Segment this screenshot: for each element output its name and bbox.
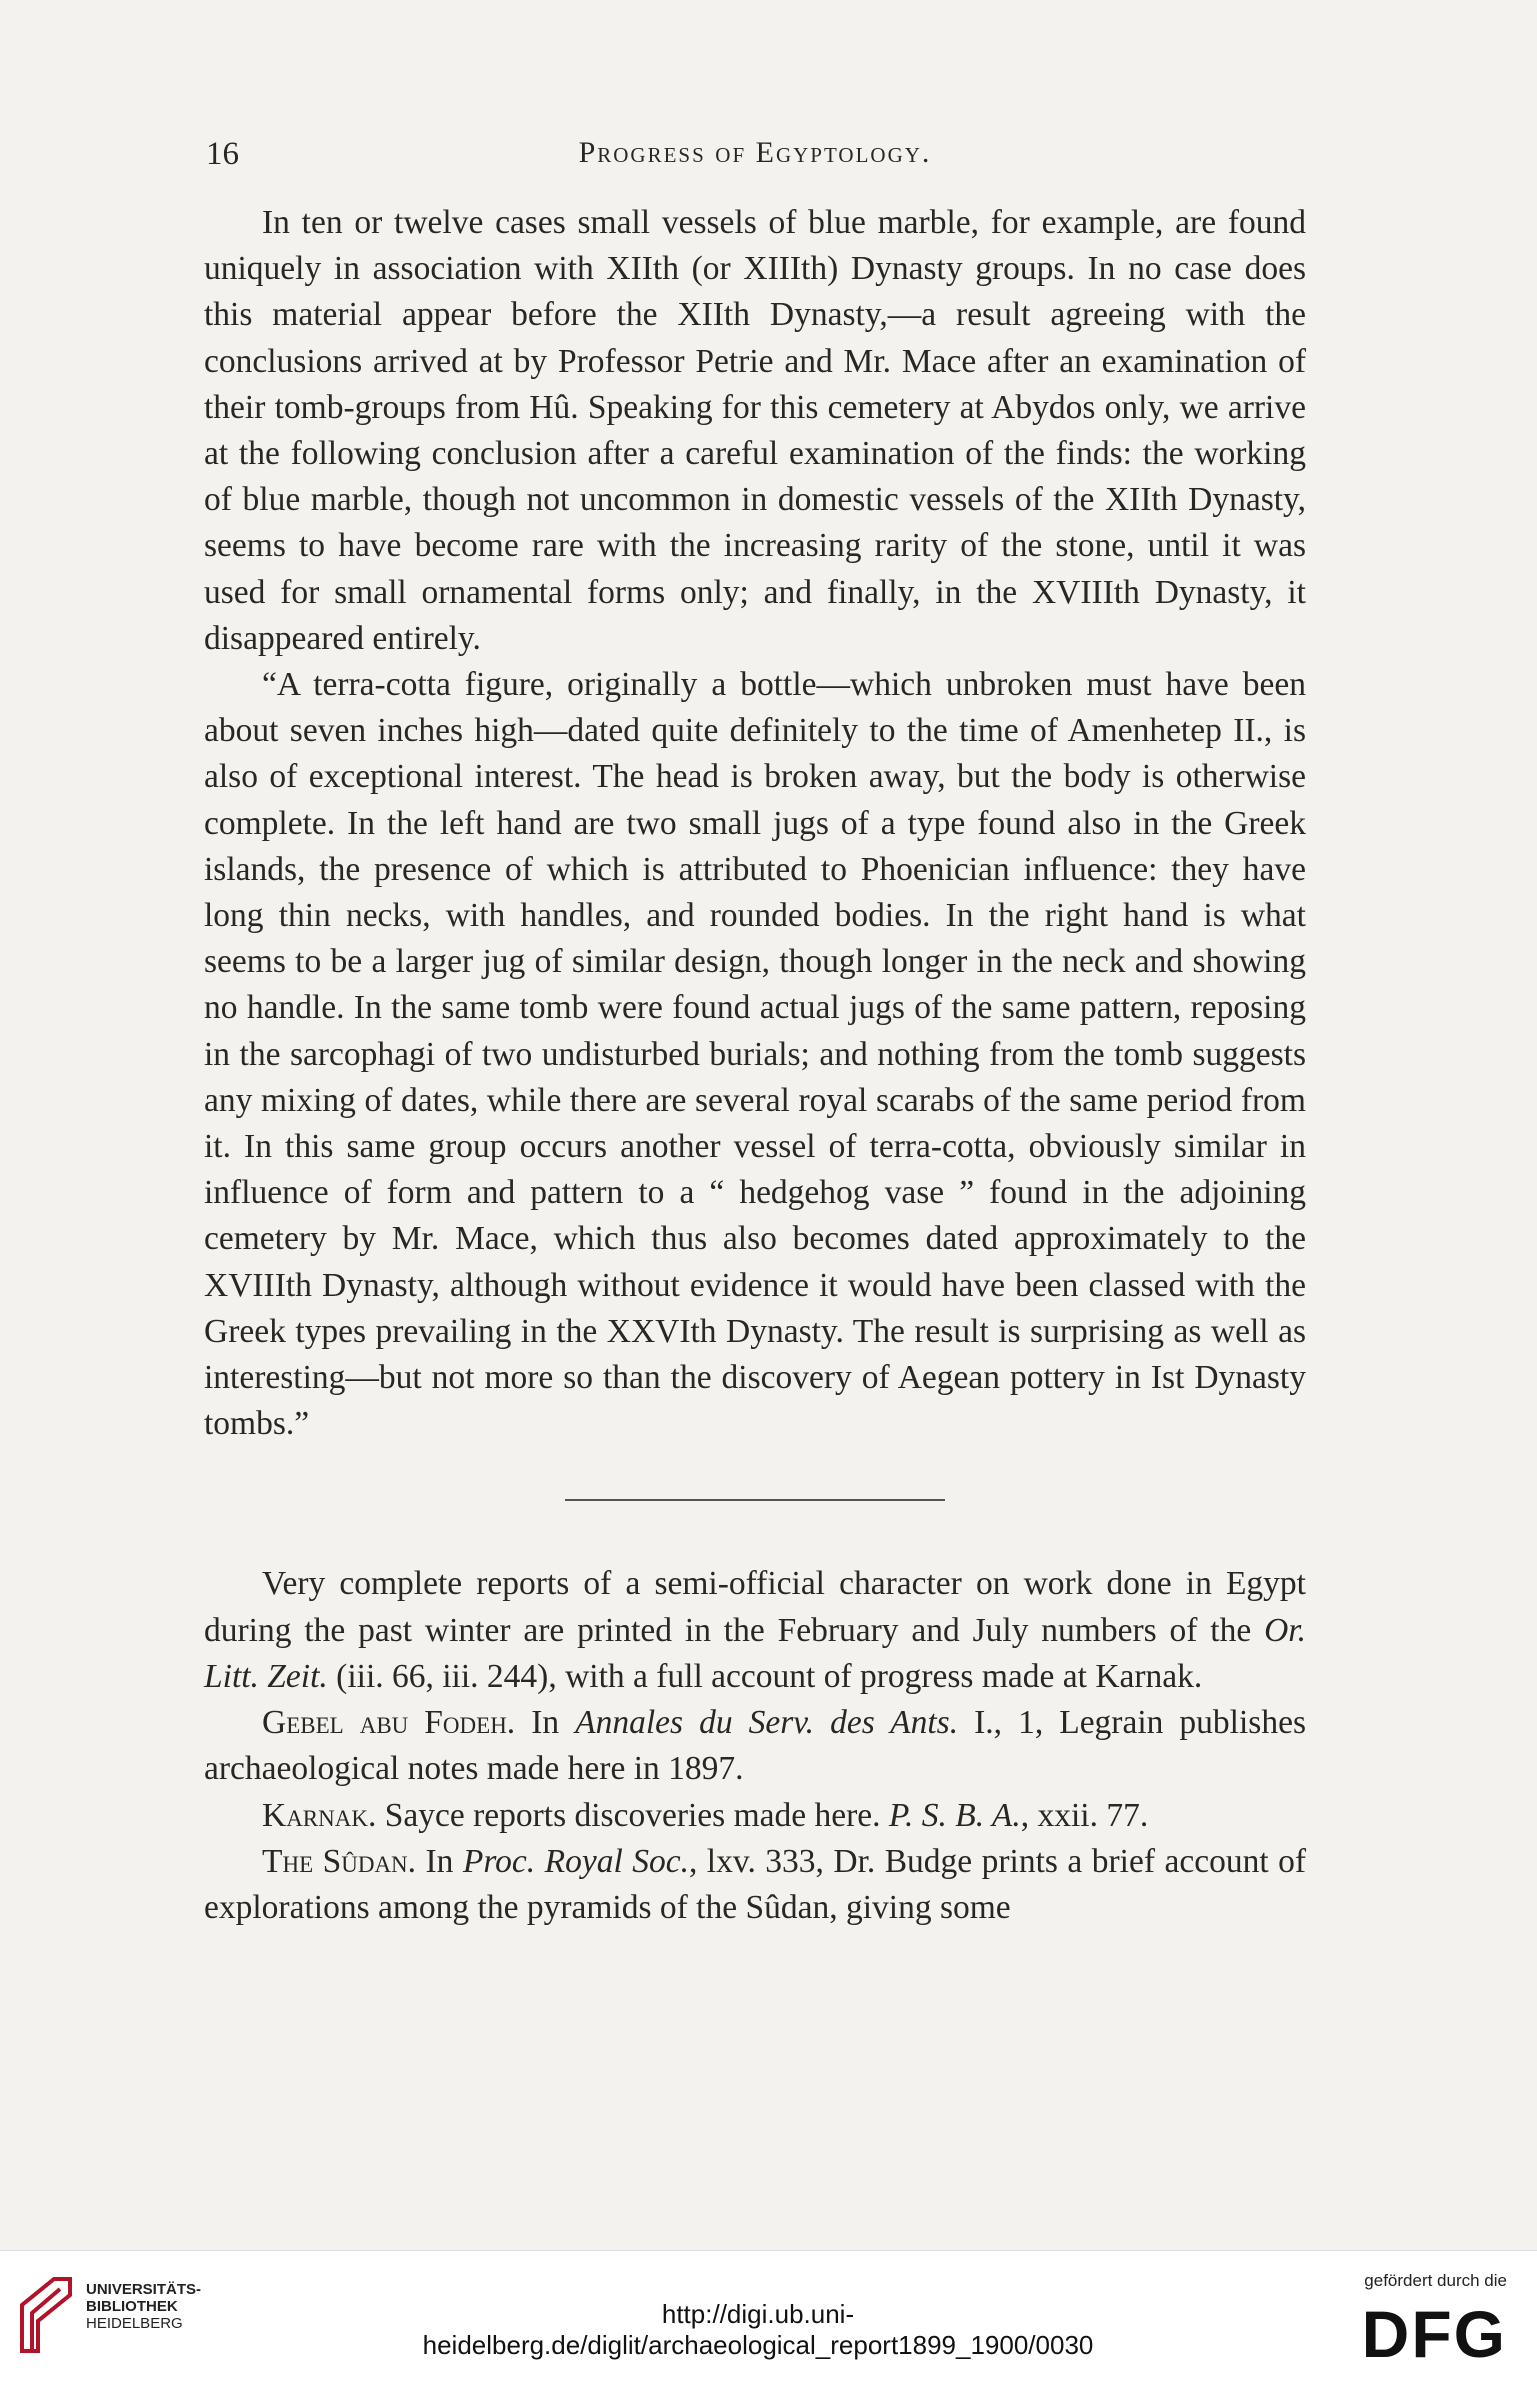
paragraph-terra-cotta: “A terra-cotta figure, originally a bottle—which unbroken must have been about seven inches high—dated quite definitely to the time of Amenhetep II., is also of exceptional interest. The head is broken away, but the body is otherwise complete. In the left hand are two small jugs of a type found also in the Greek islands, the presence of which is attributed to Phoenician influence: they have long thin necks, with handles, and rounded bodies. In the right hand is what seems to be a larger jug of similar design, though longer in the neck and showing no handle. In the same tomb were found actual jugs of the same pattern, reposing in the sarcophagi of two undisturbed burials; and nothing from the tomb suggests any mixing of dates, while there are several royal scarabs of the same period from it. In this same group occurs another vessel of terra-cotta, obviously similar in influence of form and pattern to a “ hedgehog vase ” found in the adjoining cemetery by Mr. Mace, which thus also becomes dated approximately to the XVIIIth Dynasty, although without evidence it would have been classed with the Greek types prevailing in the XXVIth Dynasty. The result is surprising as well as interesting—but not more so than the discovery of Aegean pottery in Ist Dynasty tombs.” [204,666,1306,1443]
permalink-url[interactable]: http://digi.ub.uni-heidelberg.de/diglit/archaeological_report1899_1900/0030 [422,2299,1094,2360]
section-divider [565,1499,945,1501]
paragraph-blue-marble: In ten or twelve cases small vessels of blue marble, for example, are found uniquely in association with XIIth (or XIIIth) Dynasty groups. In no case does this material appear before the XIIth Dynasty,—a result agreeing with the conclusions arrived at by Professor Petrie and Mr. Mace after an examination of their tomb-groups from Hû. Speaking for this cemetery at Abydos only, we arrive at the following conclusion after a careful examination of the finds: the working of blue marble, though not uncommon in domestic vessels of the XIIth Dynasty, seems to have become rare with the increasing rarity of the stone, until it was used for small ornamental forms only; and finally, in the XVIIIth Dynasty, it disappeared entirely. [204,204,1306,657]
paragraph-sudan: The Sûdan. In Proc. Royal Soc., lxv. 333, Dr. Budge prints a brief account of explorations among the pyramids of the Sûdan, giving some [204,1842,1306,1926]
body-text [204,200,1306,1931]
paragraph-reports: Very complete reports of a semi-official character on work done in Egypt during the past winter are printed in the February and July numbers of the Or. Litt. Zeit. (iii. 66, iii. 244), with a full account of progress made at Karnak. [204,1565,1306,1695]
library-name: UNIVERSITÄTS- BIBLIOTHEK HEIDELBERG [86,2281,202,2332]
paragraph-gebel-abu-fodeh: Gebel abu Fodeh. In Annales du Serv. des Ants. I., 1, Legrain publishes archaeological notes made here in 1897. [204,1704,1306,1788]
library-logo-icon [14,2275,78,2355]
running-title: Progress of Egyptology. [578,136,932,169]
page-number: 16 [206,136,239,172]
paragraph-karnak: Karnak. Sayce reports discoveries made here. P. S. B. A., xxii. 77. [262,1796,1149,1834]
dfg-logo-icon: DFG [1361,2297,1507,2371]
funder-label: gefördert durch die [1364,2271,1507,2290]
viewer-footer [0,2250,1537,2386]
page-header [206,136,1304,186]
